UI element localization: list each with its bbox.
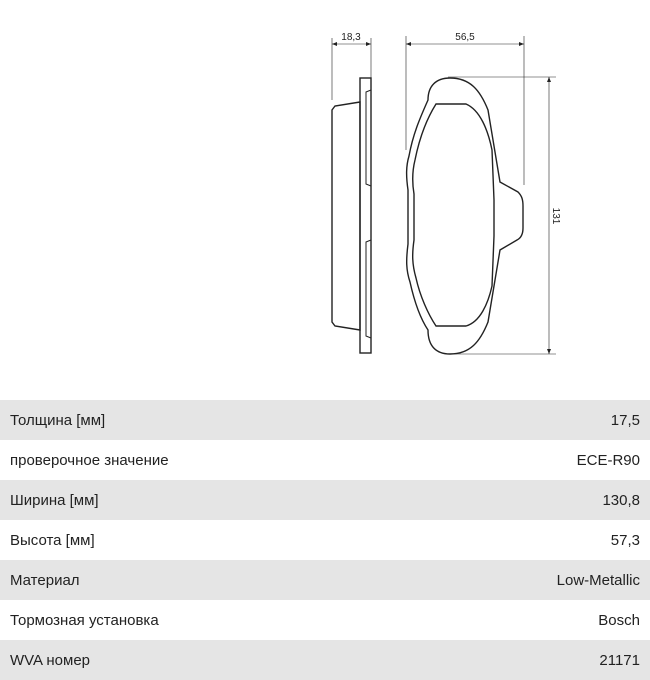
dim-thickness-label: 18,3 [341,32,361,43]
spec-label: WVA номер [10,651,91,669]
spec-label: проверочное значение [10,451,169,469]
dim-height-label: 131 [550,207,561,225]
pad-outline-outer [407,78,523,354]
spec-value: 21171 [599,651,640,669]
table-row [0,400,650,440]
spec-label: Материал [10,571,80,589]
table-row [0,520,650,560]
spec-label: Высота [мм] [10,531,95,549]
spec-value: ECE-R90 [576,451,640,469]
table-row [0,640,650,680]
spec-value: Bosch [598,611,640,629]
pad-outline-inner [413,104,494,326]
spec-label: Толщина [мм] [10,411,106,429]
dim-width-label: 56,5 [455,32,475,43]
table-row [0,560,650,600]
spec-value: 17,5 [610,411,640,429]
table-row [0,440,650,480]
table-row [0,480,650,520]
spec-value: 130,8 [602,491,640,509]
table-row [0,600,650,640]
specs-table [0,400,650,680]
spec-value: 57,3 [610,531,640,549]
spec-label: Тормозная установка [10,611,159,629]
side-view-profile [332,78,371,353]
spec-value: Low-Metallic [556,571,640,589]
spec-label: Ширина [мм] [10,491,99,509]
